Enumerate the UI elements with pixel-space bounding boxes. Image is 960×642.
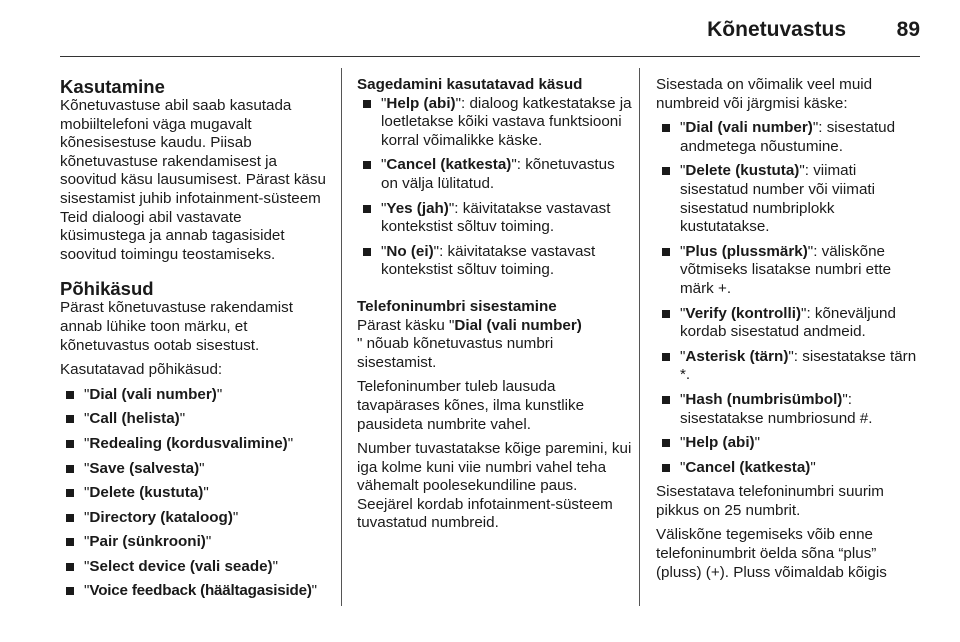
list-item: "Call (helista)" [60, 410, 330, 429]
section-heading-phone-number-entry: Telefoninumbri sisestamine [357, 297, 557, 315]
number-speaking-paragraph: Telefoninumber tuleb lausuda tavapärases kõnes, ilma kunstlike pausideta numbrite vahel. [357, 378, 585, 433]
phone-entry-paragraph: Pärast käsku "Dial (vali number) " nõuab kõnetuvastus numbri sisestamist. [357, 316, 582, 371]
bullet-icon [66, 440, 74, 448]
list-item: "Directory (kataloog)" [60, 509, 330, 528]
list-item: "Verify (kontrolli)": kõneväljund kordab sisestatud andmeid. [656, 305, 918, 342]
bullet-icon [662, 167, 670, 175]
list-item: "Yes (jah)": käivitatakse vastavast kontekstist sõltuv toiming. [357, 200, 633, 237]
list-item: "Plus (plussmärk)": väliskõne võtmiseks lisatakse numbri ette märk +. [656, 243, 918, 299]
bullet-icon [66, 538, 74, 546]
bullet-icon [662, 439, 670, 447]
bullet-icon [662, 353, 670, 361]
bullet-icon [363, 100, 371, 108]
bullet-icon [363, 248, 371, 256]
list-item: "Dial (vali number)": sisestatud andmetega nõustumine. [656, 119, 918, 156]
list-item: "Delete (kustuta)" [60, 484, 330, 503]
list-item: "Asterisk (tärn)": sisestatakse tärn *. [656, 348, 918, 385]
column-divider [639, 68, 640, 606]
frequent-commands-list [357, 95, 633, 280]
section-heading-usage: Kasutamine [60, 76, 165, 97]
bullet-icon [66, 415, 74, 423]
section-heading-basic-commands: Põhikäsud [60, 278, 154, 300]
bullet-icon [66, 563, 74, 571]
bullet-icon [66, 391, 74, 399]
list-item: "Hash (numbrisümbol)": sisestatakse numbriosund #. [656, 391, 918, 428]
chapter-title: Kõnetuvastus [707, 18, 846, 41]
page-number: 89 [896, 18, 920, 41]
available-commands-label: Kasutatavad põhikäsud: [60, 361, 223, 379]
list-item: "Redealing (kordusvalimine)" [60, 435, 330, 454]
column-divider [341, 68, 342, 606]
column-1 [60, 76, 330, 607]
list-item: "Pair (sünkrooni)" [60, 533, 330, 552]
plus-paragraph: Väliskõne tegemiseks võib enne telefoninumbrit öelda sõna “plus” (pluss) (+). Pluss võimaldab kõigis [656, 526, 887, 581]
bullet-icon [66, 514, 74, 522]
bullet-icon [66, 587, 74, 595]
list-item: "Voice feedback (häältagasiside)" [60, 582, 330, 601]
bullet-icon [662, 248, 670, 256]
page-header [60, 0, 920, 57]
column-2 [357, 76, 633, 539]
bullet-icon [662, 464, 670, 472]
header-rule [60, 56, 920, 57]
number-commands-list [656, 119, 918, 477]
basic-commands-paragraph: Pärast kõnetuvastuse rakendamist annab lühike toon märku, et kõnetuvastus ootab sisestust. [60, 299, 293, 354]
bullet-icon [662, 124, 670, 132]
more-commands-intro: Sisestada on võimalik veel muid numbreid või järgmisi käske: [656, 76, 873, 112]
bullet-icon [66, 489, 74, 497]
usage-paragraph: Kõnetuvastuse abil saab kasutada mobiiltelefoni väga mugavalt kõnesisestuse kaudu. Piisab kõnetuvastuse rakendamisest ja soovitud käsu lausumisest. Pärast käsu sisestamist juhib infotainment-süsteem Teid dialoogi abil vastavate küsimustega ja annab tagasisidet soovitud toimingu teostamiseks. [60, 97, 326, 263]
bullet-icon [363, 161, 371, 169]
list-item: "Save (salvesta)" [60, 460, 330, 479]
bullet-icon [662, 396, 670, 404]
recognition-paragraph: Number tuvastatakse kõige paremini, kui iga kolme kuni viie numbri vahel teha vähemalt poolesekundiline paus. Seejärel kordab infotainment-süsteem tuvastatud numbreid. [357, 440, 632, 532]
list-item: "Help (abi)": dialoog katkestatakse ja loetletakse kõiki vastava funktsiooni korral võimalikke käske. [357, 95, 633, 151]
column-3 [656, 76, 918, 588]
list-item: "Cancel (katkesta)": kõnetuvastus on välja lülitatud. [357, 156, 633, 193]
list-item: "Select device (vali seade)" [60, 558, 330, 577]
bullet-icon [662, 310, 670, 318]
list-item: "Delete (kustuta)": viimati sisestatud number või viimati sisestatud numbriplokk kustutatakse. [656, 162, 918, 236]
bullet-icon [363, 205, 371, 213]
max-length-paragraph: Sisestatava telefoninumbri suurim pikkus on 25 numbrit. [656, 483, 884, 519]
list-item: "Cancel (katkesta)" [656, 459, 918, 478]
section-heading-frequent-commands: Sagedamini kasutatavad käsud [357, 76, 583, 93]
list-item: "No (ei)": käivitatakse vastavast kontekstist sõltuv toiming. [357, 243, 633, 280]
bullet-icon [66, 465, 74, 473]
list-item: "Help (abi)" [656, 434, 918, 453]
list-item: "Dial (vali number)" [60, 386, 330, 405]
basic-commands-list [60, 386, 330, 601]
